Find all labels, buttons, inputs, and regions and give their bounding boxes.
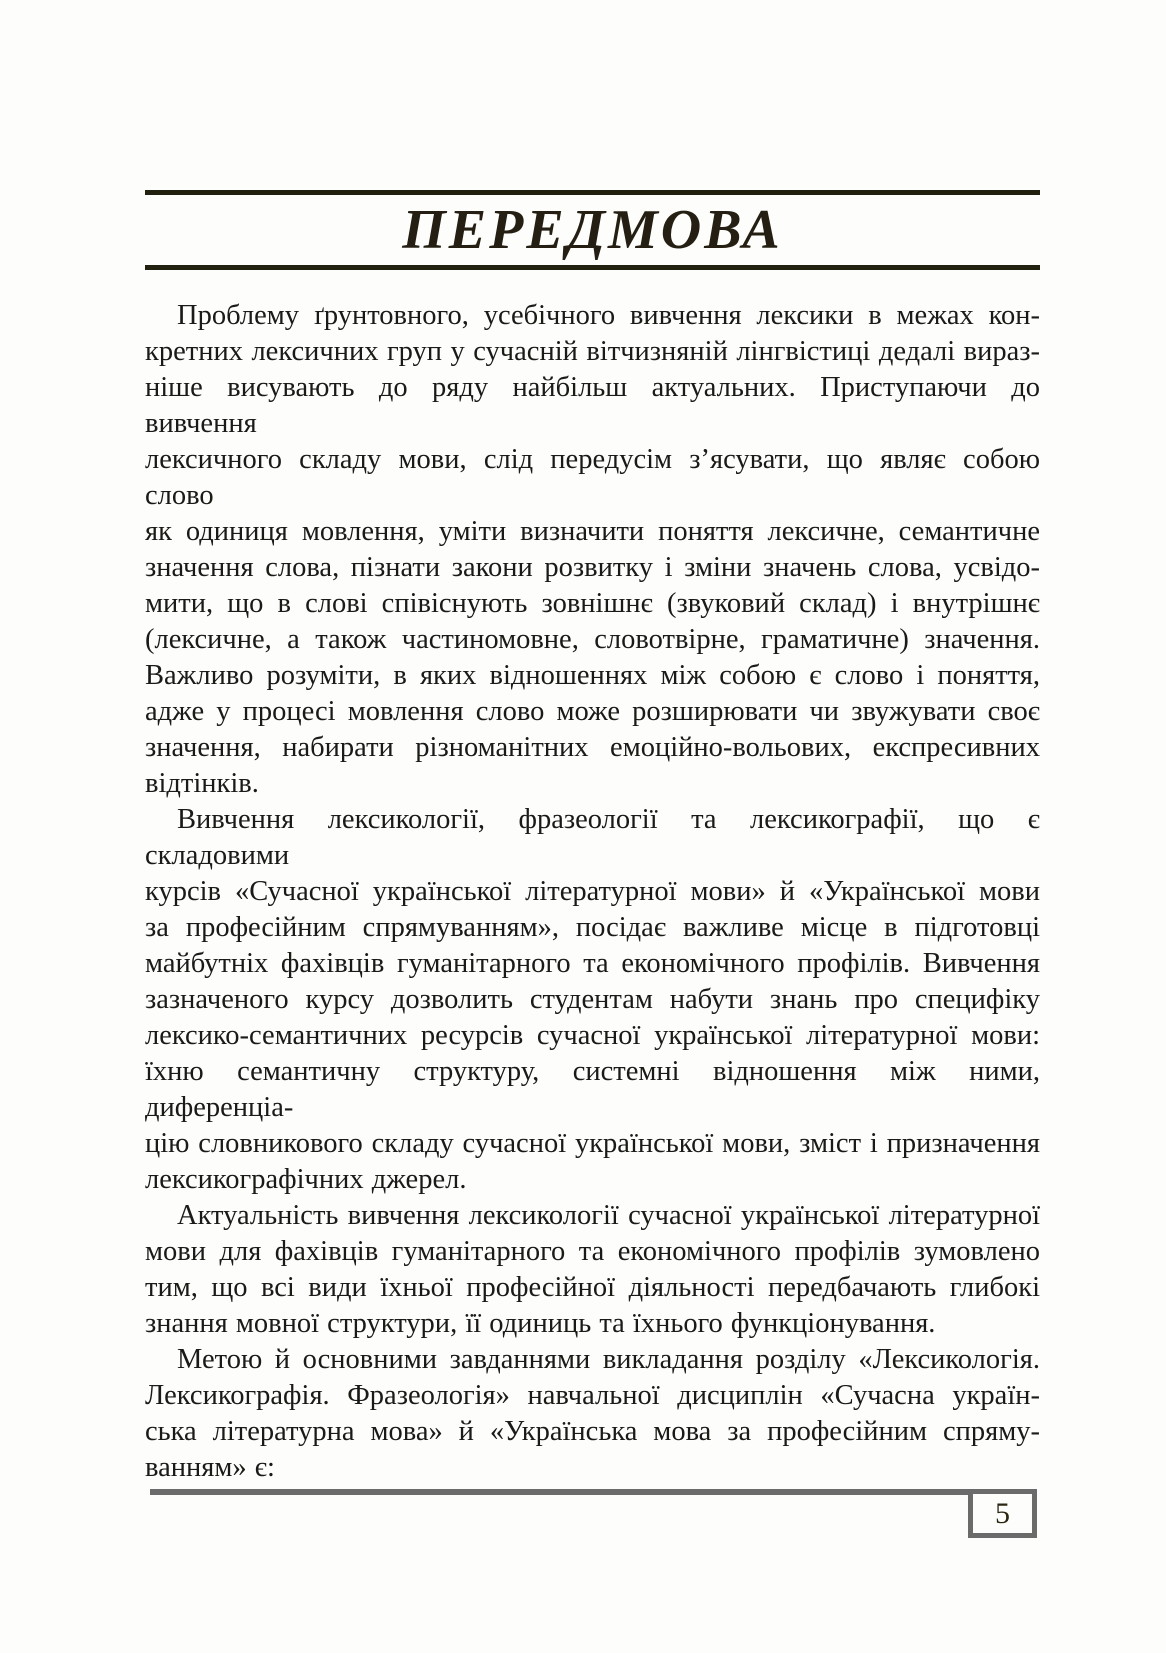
text-line: значення, набирати різноманітних емоційно-вольових, експресивних bbox=[145, 732, 1040, 763]
text-line: лексичного складу мови, слід передусім з’ясувати, що являє собою слово bbox=[145, 444, 1040, 511]
text-line: (лексичне, а також частиномовне, словотвірне, граматичне) значення. bbox=[145, 624, 1040, 655]
text-line: мити, що в слові співіснують зовнішнє (звуковий склад) і внутрішнє bbox=[145, 588, 1040, 619]
text-line: зазначеного курсу дозволить студентам набути знань про специфіку bbox=[145, 984, 1040, 1015]
text-line: за професійним спрямуванням», посідає важливе місце в підготовці bbox=[145, 912, 1040, 943]
text-line: лексикографічних джерел. bbox=[145, 1164, 467, 1195]
text-line: Важливо розуміти, в яких відношеннях між собою є слово і поняття, bbox=[145, 660, 1040, 691]
text-line: відтінків. bbox=[145, 768, 259, 799]
text-line: тим, що всі види їхньої професійної діяльності передбачають глибокі bbox=[145, 1272, 1040, 1303]
text-line: Проблему ґрунтовного, усебічного вивчення лексики в межах кон- bbox=[177, 300, 1040, 331]
page-number: 5 bbox=[995, 1496, 1010, 1530]
text-line: Метою й основними завданнями викладання розділу «Лексикологія. bbox=[177, 1344, 1040, 1375]
text-line: знання мовної структури, її одиниць та їхнього функціонування. bbox=[145, 1308, 936, 1339]
text-line: Лексикографія. Фразеологія» навчальної дисциплін «Сучасна україн- bbox=[145, 1380, 1040, 1411]
text-line: Актуальність вивчення лексикології сучасної української літературної bbox=[177, 1200, 1040, 1231]
text-line: лексико-семантичних ресурсів сучасної української літературної мови: bbox=[145, 1020, 1040, 1051]
text-line: мови для фахівців гуманітарного та економічного профілів зумовлено bbox=[145, 1236, 1040, 1267]
text-line: адже у процесі мовлення слово може розширювати чи звужувати своє bbox=[145, 696, 1040, 727]
text-line: Вивчення лексикології, фразеології та лексикографії, що є складовими bbox=[145, 804, 1040, 871]
text-line: майбутніх фахівців гуманітарного та економічного профілів. Вивчення bbox=[145, 948, 1040, 979]
text-line: курсів «Сучасної української літературної мови» й «Української мови bbox=[145, 876, 1040, 907]
text-line: їхню семантичну структуру, системні відношення між ними, диференціа- bbox=[145, 1056, 1040, 1123]
text-line: значення слова, пізнати закони розвитку і зміни значень слова, усвідо- bbox=[145, 552, 1040, 583]
text-line: ська літературна мова» й «Українська мова за професійним спряму- bbox=[145, 1416, 1040, 1447]
body-text bbox=[145, 298, 1040, 1486]
title-row bbox=[145, 195, 1040, 265]
text-line: кретних лексичних груп у сучасній вітчизняній лінгвістиці дедалі вираз- bbox=[145, 336, 1040, 367]
text-line: ванням» є: bbox=[145, 1452, 275, 1483]
title-bottom-rule bbox=[145, 265, 1040, 270]
page-title: ПЕРЕДМОВА bbox=[402, 199, 783, 261]
text-line: як одиниця мовлення, уміти визначити поняття лексичне, семантичне bbox=[145, 516, 1040, 547]
text-line: цію словникового складу сучасної української мови, зміст і призначення bbox=[145, 1128, 1040, 1159]
text-block bbox=[145, 190, 1040, 1486]
page-number-box bbox=[968, 1489, 1037, 1538]
footer-rule bbox=[150, 1489, 968, 1495]
text-line: ніше висувають до ряду найбільш актуальних. Приступаючи до вивчення bbox=[145, 372, 1040, 439]
